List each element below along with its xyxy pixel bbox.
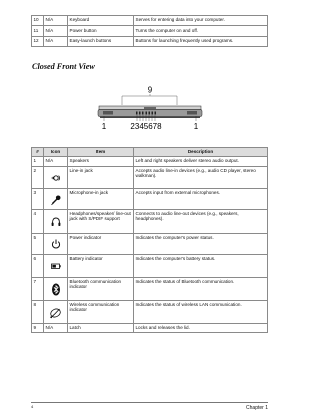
row-description: Turns the computer on and off. (134, 26, 268, 36)
row-number: 3 (32, 189, 44, 210)
row-item: Easy-launch buttons (68, 36, 134, 46)
table-row (32, 26, 268, 36)
chapter-label: Chapter 1 (246, 404, 268, 411)
header-icon: Icon (44, 148, 68, 157)
header-description: Description (134, 148, 268, 157)
row-item: Keyboard (68, 16, 134, 26)
table-row (32, 255, 268, 278)
row-description: Serves for entering data into your computer. (134, 16, 268, 26)
row-description: Indicates the status of wireless LAN communication. (134, 301, 268, 324)
table-row (32, 234, 268, 255)
row-description: Left and right speakers deliver stereo audio output. (134, 157, 268, 167)
row-number: 12 (32, 36, 44, 46)
row-description: Indicates the computer's battery status. (134, 255, 268, 278)
row-item: Power indicator (68, 234, 134, 255)
row-description: Indicates the computer's power status. (134, 234, 268, 255)
row-item: Power button (68, 26, 134, 36)
row-number: 8 (32, 301, 44, 324)
row-icon-text: N/A (44, 157, 68, 167)
callout-middle: 2345678 (130, 122, 162, 131)
page-number: 4 (31, 404, 34, 409)
row-number: 10 (32, 16, 44, 26)
headphones-icon (50, 216, 62, 228)
row-item: Bluetooth communication indicator (68, 278, 134, 301)
closed-front-view-table (31, 147, 268, 333)
row-item: Microphone-in jack (68, 189, 134, 210)
row-item: Headphones/speaker/ line-out jack with S/PDIF support (68, 210, 134, 234)
closed-front-view-figure (95, 85, 205, 133)
callout-left: 1 (101, 122, 107, 131)
table-row (32, 167, 268, 189)
table-row (32, 210, 268, 234)
row-item: Wireless communication indicator (68, 301, 134, 324)
row-description: Locks and releases the lid. (134, 324, 268, 333)
row-item: Line-in jack (68, 167, 134, 189)
battery-icon (50, 260, 62, 272)
power-indicator-icon (50, 238, 62, 250)
row-description: Accepts audio line-in devices (e.g., audio CD player, stereo walkman). (134, 167, 268, 189)
table-row (32, 278, 268, 301)
row-number: 9 (32, 324, 44, 333)
table-row (32, 301, 268, 324)
row-number: 7 (32, 278, 44, 301)
section-title: Closed Front View (32, 62, 95, 71)
row-icon-text: N/A (44, 324, 68, 333)
footer-rule (31, 402, 268, 403)
line-in-icon (50, 172, 62, 184)
row-number: 6 (32, 255, 44, 278)
row-number: 4 (32, 210, 44, 234)
table-header-row (32, 148, 268, 157)
header-number: # (32, 148, 44, 157)
row-description: Connects to audio line-out devices (e.g., speakers, headphones). (134, 210, 268, 234)
laptop-front-illustration (98, 106, 202, 118)
row-number: 11 (32, 26, 44, 36)
row-description: Buttons for launching frequently used programs. (134, 36, 268, 46)
header-item: Item (68, 148, 134, 157)
table-row (32, 324, 268, 333)
row-number: 5 (32, 234, 44, 255)
row-item: Latch (68, 324, 134, 333)
table-row (32, 157, 268, 167)
table-row (32, 16, 268, 26)
row-icon-text: N/A (44, 26, 68, 36)
table-row (32, 36, 268, 46)
row-number: 1 (32, 157, 44, 167)
callout-right: 1 (193, 122, 199, 131)
row-description: Accepts input from external microphones. (134, 189, 268, 210)
row-icon-text: N/A (44, 16, 68, 26)
row-description: Indicates the status of Bluetooth communication. (134, 278, 268, 301)
bluetooth-icon (51, 283, 61, 296)
table-row (32, 189, 268, 210)
row-number: 2 (32, 167, 44, 189)
continued-components-table (31, 15, 268, 47)
wireless-lan-icon (49, 306, 62, 319)
row-icon-text: N/A (44, 36, 68, 46)
microphone-icon (50, 193, 62, 206)
row-item: Battery indicator (68, 255, 134, 278)
row-item: Speakers (68, 157, 134, 167)
callout-top: 9 (147, 85, 153, 95)
